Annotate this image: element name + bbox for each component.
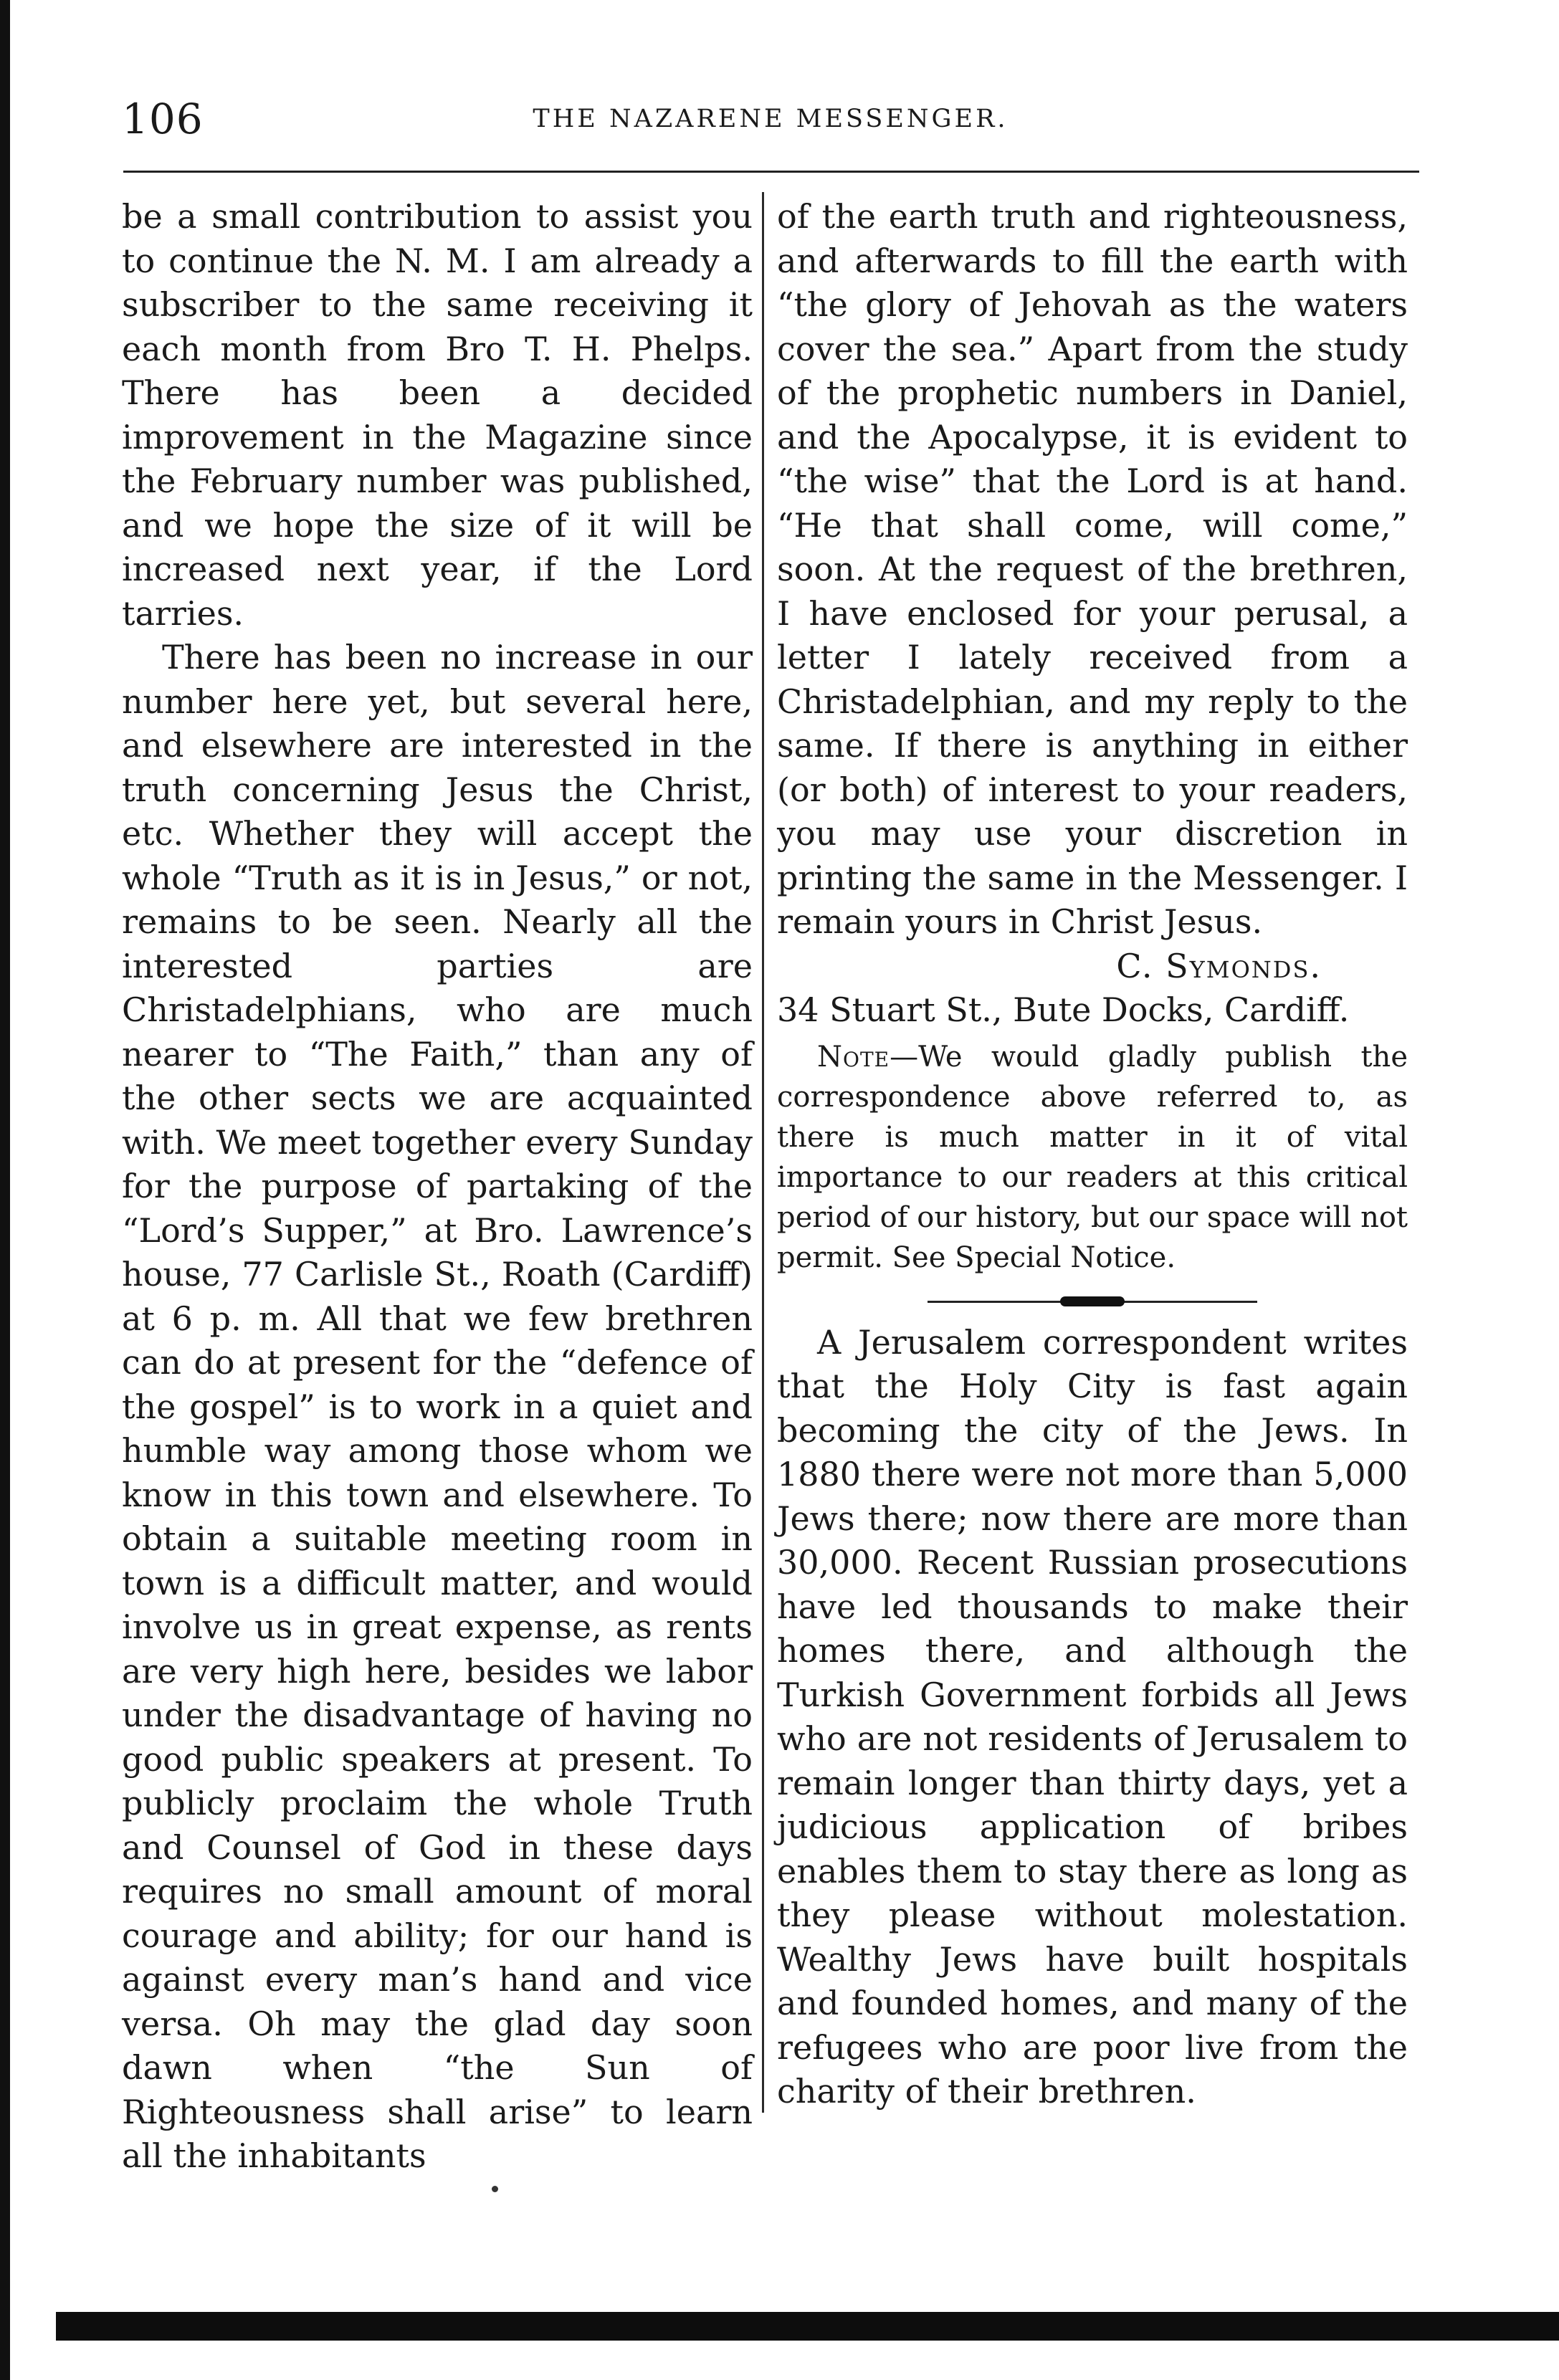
editor-note [777,1037,1408,1278]
page-left-edge [0,0,10,2380]
header-rule [123,171,1419,173]
editor-note-text: —We would gladly publish the correspondence above referred to, as there is much matter in it of vital importance to our readers at this critical period of our history, but our space will not permit. See Special Notice. [777,1040,1408,1274]
left-column [122,195,753,2179]
letter-signature: C. Symonds. [1116,946,1322,985]
letter-paragraph-end: of the earth truth and righteousness, and afterwards to fill the earth with “the glory of Jehovah as the waters cover the sea.” Apart from the study of the prophetic numbers in Daniel, and the Apocalypse, it is evident to “the wise” that the Lord is at hand. “He that shall come, will come,” soon. At the request of the brethren, I have enclosed for your perusal, a letter I lately received from a Christadelphian, and my reply to the same. If there is anything in either (or both) of interest to your readers, you may use your discretion in printing the same in the Messenger. I remain yours in Christ Jesus. [777,197,1408,941]
right-column [777,195,1408,2114]
running-title: THE NAZARENE MESSENGER. [533,105,1009,133]
page-number: 106 [122,95,204,143]
stray-ink-dot [492,2186,498,2192]
page-header [122,95,1419,152]
editor-note-label: Note [817,1040,890,1074]
letter-address: 34 Stuart St., Bute Docks, Cardiff. [777,990,1350,1029]
column-divider [762,192,764,2113]
news-article: A Jerusalem correspondent writes that the Holy City is fast again becoming the city of the Jews. In 1880 there were not more than 5,000 Jews there; now there are more than 30,000. Recent Russian prosecutions have led thousands to make their homes there, and although the Turkish Government forbids all Jews who are not residents of Jerusalem to remain longer than thirty days, yet a judicious application of bribes enables them to stay there as long as they please without molestation. Wealthy Jews have built hospitals and founded homes, and many of the refugees who are poor live from the charity of their brethren. [777,1322,1408,2111]
letter-paragraph: There has been no increase in our number here yet, but several here, and elsewhere are interested in the truth concerning Jesus the Christ, etc. Whether they will accept the whole “Truth as it is in Jesus,” or not, remains to be seen. Nearly all the interested parties are Christadelphians, who are much nearer to “The Faith,” than any of the other sects we are acquainted with. We meet together every Sunday for the purpose of partaking of the “Lord’s Supper,” at Bro. Lawrence’s house, 77 Carlisle St., Roath (Cardiff) at 6 p. m. All that we few brethren can do at present for the “defence of the gospel” is to work in a quiet and humble way among those whom we know in this town and elsewhere. To obtain a suitable meeting room in town is a difficult matter, and would involve us in great expense, as rents are very high here, besides we labor under the disadvantage of having no good public speakers at present. To publicly proclaim the whole Truth and Counsel of God in these days requires no small amount of moral courage and ability; for our hand is against every man’s hand and vice versa. Oh may the glad day soon dawn when “the Sun of Righteousness shall arise” to learn all the inhabitants [122,638,753,2175]
letter-paragraph-continued: be a small contribution to assist you to continue the N. M. I am already a subscriber to the same receiving it each month from Bro T. H. Phelps. There has been a decided improvement in the Magazine since the February number was published, and we hope the size of it will be increased next year, if the Lord tarries. [122,197,753,633]
page-bottom-bar [56,2312,1559,2341]
section-separator [777,1288,1408,1316]
